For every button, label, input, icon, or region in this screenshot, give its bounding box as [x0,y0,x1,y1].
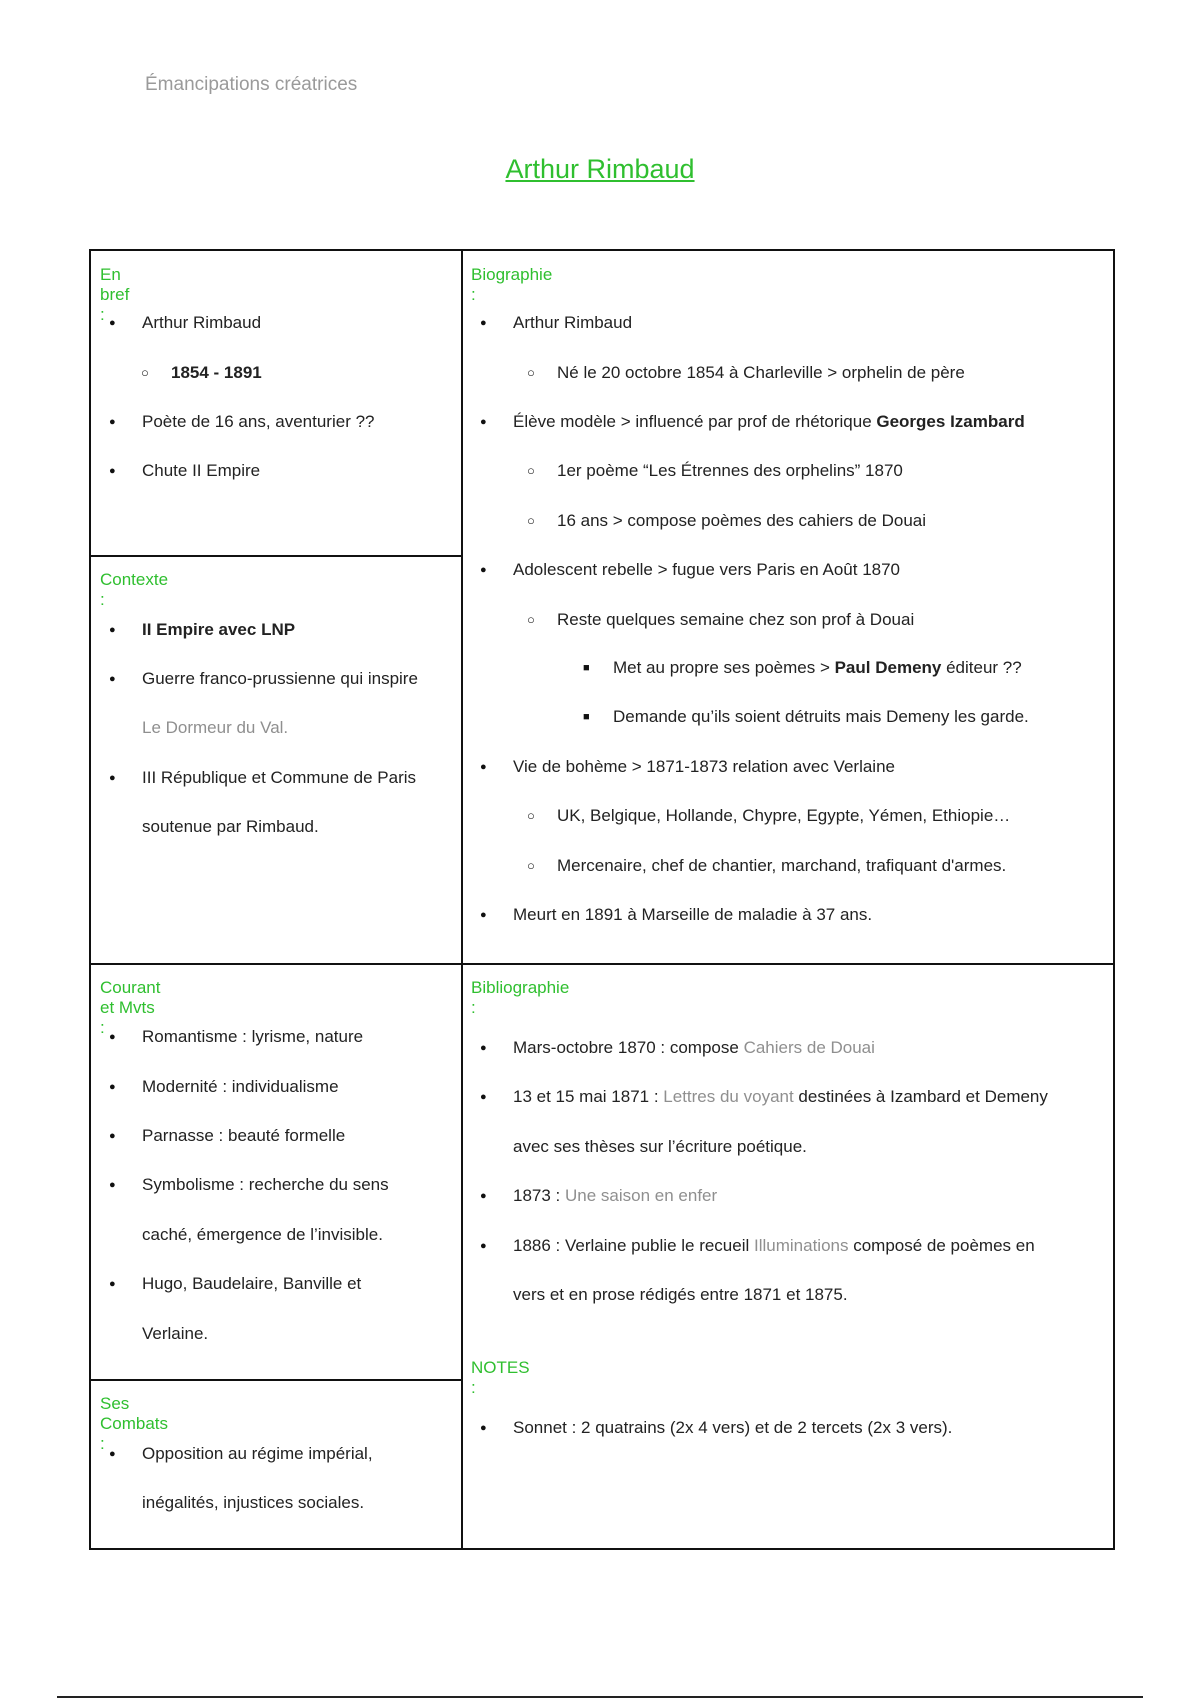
list-item-text: 1886 : Verlaine publie le recueil [513,1236,754,1255]
list-item: ○ UK, Belgique, Hollande, Chypre, Egypte, Yémen, Ethiopie… [557,806,1010,826]
list-item-text: Met au propre ses poèmes > [613,658,835,677]
notes-title: NOTES : [471,1358,530,1397]
list-item: ● Opposition au régime impérial, [142,1444,373,1464]
info-table [89,249,1115,1550]
list-item: ● Parnasse : beauté formelle [142,1126,345,1146]
list-item [513,1236,1035,1256]
list-item [513,1038,875,1058]
list-item: ● Sonnet : 2 quatrains (2x 4 vers) et de 2 tercets (2x 3 vers). [513,1418,952,1438]
list-item-continued: soutenue par Rimbaud. [142,817,319,836]
work-title: Cahiers de Douai [743,1038,875,1057]
row-divider-left-2 [91,1379,461,1381]
bibliographie-title: Bibliographie : [471,978,570,1017]
work-title: Une saison en enfer [565,1186,718,1205]
list-item-text: Élève modèle > influencé par prof de rhétorique [513,412,877,431]
demeny-name: Paul Demeny [834,658,942,677]
row-divider-left-1 [91,555,461,557]
list-item-text: éditeur ?? [941,658,1022,677]
list-item: ● Adolescent rebelle > fugue vers Paris en Août 1870 [513,560,900,580]
list-item [613,658,1022,678]
list-item: ● Vie de bohème > 1871-1873 relation avec Verlaine [513,757,895,777]
list-item-text: 1873 : [513,1186,565,1205]
list-item [513,1186,717,1206]
combats-title: Ses Combats : [100,1394,169,1453]
row-divider-main [91,963,1113,965]
list-item: ● Chute II Empire [142,461,260,481]
list-item-continued: avec ses thèses sur l’écriture poétique. [513,1137,807,1156]
list-item: ○ 16 ans > compose poèmes des cahiers de Douai [557,511,926,531]
list-item: ○ Né le 20 octobre 1854 à Charleville > orphelin de père [557,363,965,383]
list-item-continued: inégalités, injustices sociales. [142,1493,365,1512]
footer-divider [57,1696,1143,1698]
list-item: ○ 1er poème “Les Étrennes des orphelins” 1870 [557,461,903,481]
list-item: ■ Demande qu’ils soient détruits mais Demeny les garde. [613,707,1029,727]
list-item-continued: vers et en prose rédigés entre 1871 et 1875. [513,1285,848,1304]
list-item-text: destinées à Izambard et Demeny [793,1087,1048,1106]
en-bref-title: En bref : [100,265,130,324]
list-item-text: Mars-octobre 1870 : compose [513,1038,744,1057]
page-title: Arthur Rimbaud [505,154,695,184]
work-title: Lettres du voyant [663,1087,794,1106]
column-divider [461,251,463,1548]
list-item: ● Hugo, Baudelaire, Banville et [142,1274,361,1294]
biographie-title: Biographie : [471,265,553,304]
list-item-text: composé de poèmes en [848,1236,1035,1255]
list-item [513,412,1025,432]
document-header: Émancipations créatrices [145,74,358,95]
list-item: ● Meurt en 1891 à Marseille de maladie à 37 ans. [513,905,872,925]
list-item-continued: Le Dormeur du Val. [142,718,289,737]
list-item: ○ Reste quelques semaine chez son prof à Douai [557,610,914,630]
list-item-continued: caché, émergence de l’invisible. [142,1225,383,1244]
izambard-name: Georges Izambard [876,412,1025,431]
list-item: ● Guerre franco-prussienne qui inspire [142,669,418,689]
list-item: ● II Empire avec LNP [142,620,295,640]
courant-title: Courant et Mvts : [100,978,161,1037]
list-item: ● Modernité : individualisme [142,1077,339,1097]
list-item: ● Arthur Rimbaud [513,313,632,333]
list-item: ● Symbolisme : recherche du sens [142,1175,389,1195]
list-item [513,1087,1048,1107]
work-title: Illuminations [754,1236,849,1255]
list-item: ● Poète de 16 ans, aventurier ?? [142,412,375,432]
list-item: ○ Mercenaire, chef de chantier, marchand, trafiquant d'armes. [557,856,1006,876]
list-item: ● Romantisme : lyrisme, nature [142,1027,363,1047]
list-item: ○ 1854 - 1891 [171,363,262,383]
list-item: ● III République et Commune de Paris [142,768,416,788]
list-item: ● Arthur Rimbaud [142,313,261,333]
list-item-continued: Verlaine. [142,1324,209,1343]
list-item-text: 13 et 15 mai 1871 : [513,1087,664,1106]
contexte-title: Contexte : [100,570,169,609]
